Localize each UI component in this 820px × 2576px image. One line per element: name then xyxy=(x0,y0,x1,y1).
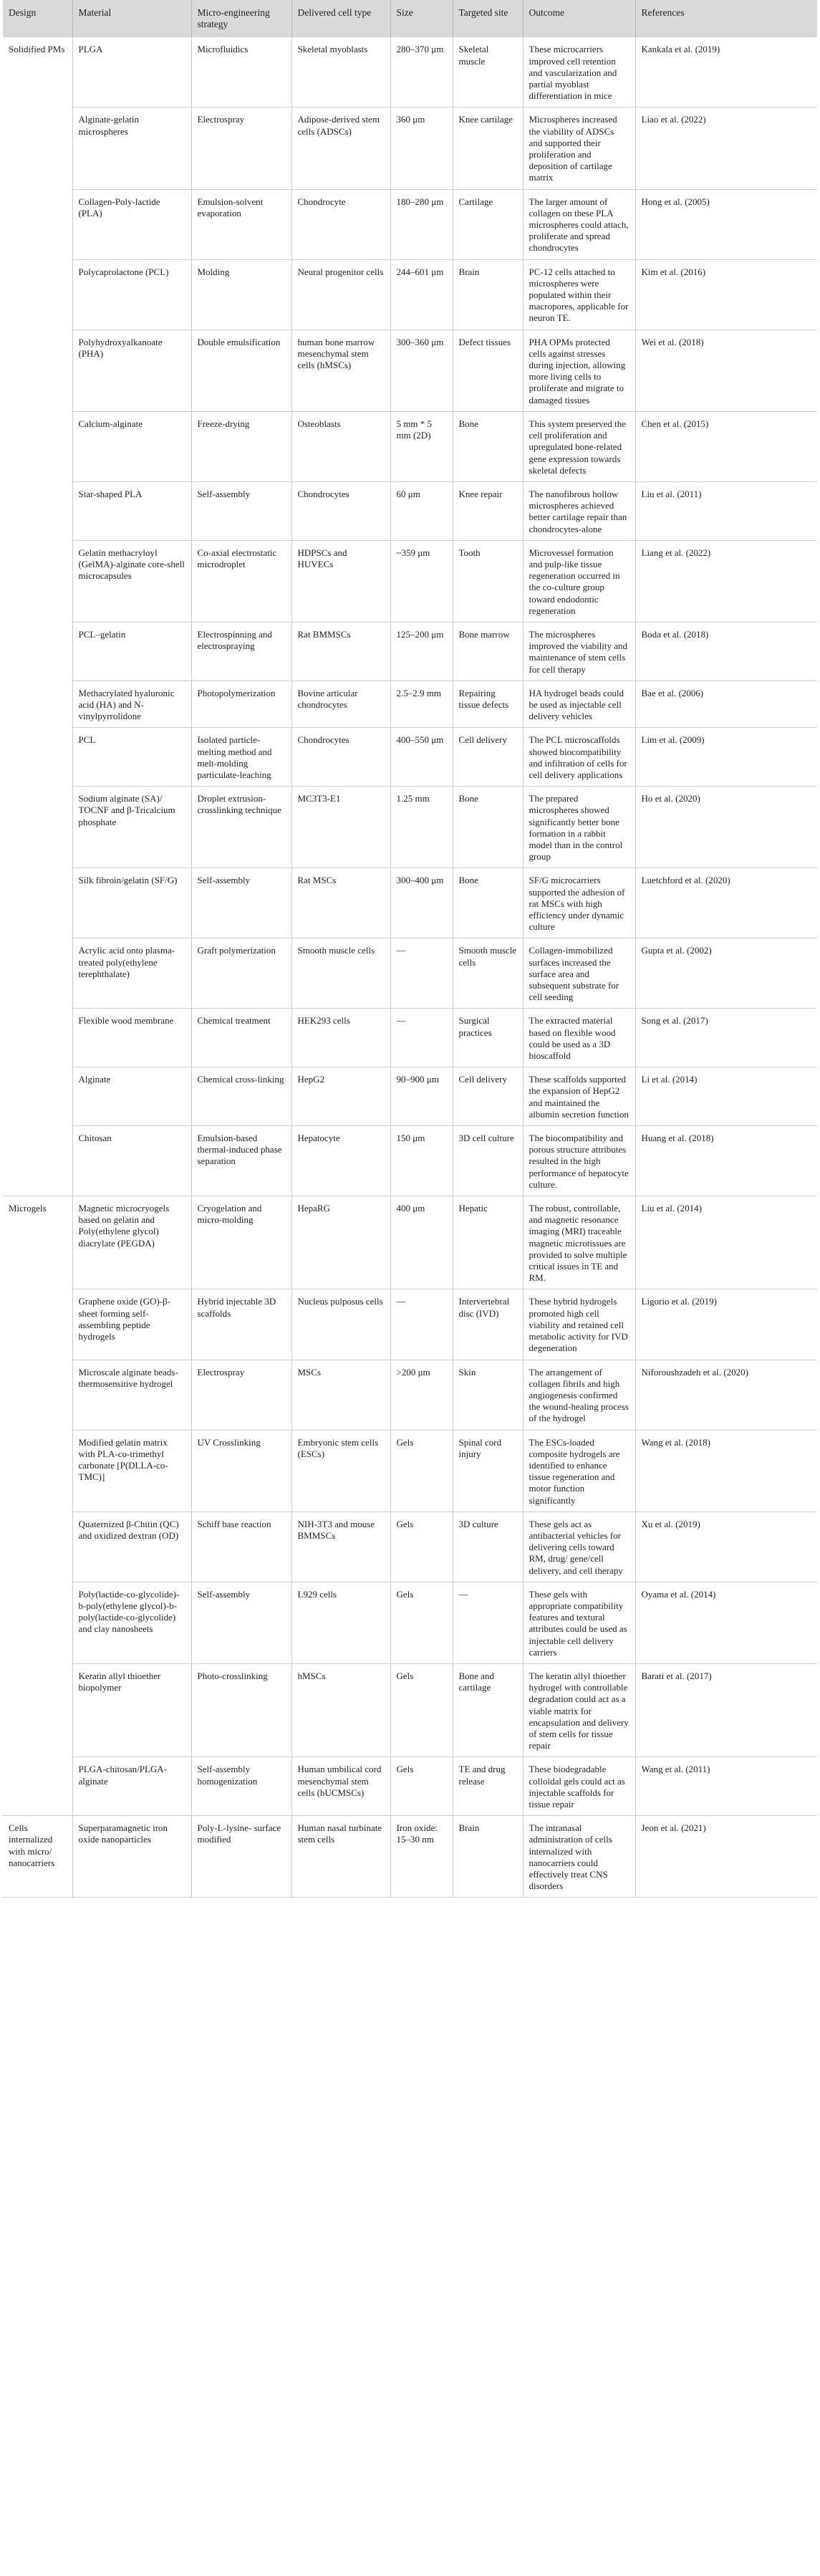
site-cell: Bone and cartilage xyxy=(453,1663,523,1756)
header-design: Design xyxy=(3,0,72,37)
material-cell: Flexible wood membrane xyxy=(72,1009,191,1067)
strategy-cell: Graft polymerization xyxy=(191,938,291,1009)
site-cell: Tooth xyxy=(453,540,523,622)
material-cell: Calcium-alginate xyxy=(72,411,191,481)
reference-cell: Hong et al. (2005) xyxy=(635,189,817,259)
material-cell: Methacrylated hyaluronic acid (HA) and N-vinylpyrrolidone xyxy=(72,681,191,728)
table-row xyxy=(3,1067,817,1126)
reference-cell: Liu et al. (2014) xyxy=(635,1196,817,1289)
site-cell: Cartilage xyxy=(453,189,523,259)
reference-cell: Bae et al. (2006) xyxy=(635,681,817,728)
size-cell: — xyxy=(390,938,453,1009)
material-cell: Microscale alginate beads-thermosensitive hydrogel xyxy=(72,1360,191,1430)
strategy-cell: Isolated particle-melting method and melt-molding particulate-leaching xyxy=(191,728,291,787)
size-cell: 300–400 μm xyxy=(390,868,453,938)
material-cell: Keratin allyl thioether biopolymer xyxy=(72,1663,191,1756)
cell-type-cell: Nucleus pulposus cells xyxy=(291,1289,390,1360)
reference-cell: Kim et al. (2016) xyxy=(635,259,817,330)
strategy-cell: Electrospinning and electrospraying xyxy=(191,622,291,681)
strategy-cell: Self-assembly xyxy=(191,481,291,540)
site-cell: Bone xyxy=(453,868,523,938)
material-cell: Alginate-gelatin microspheres xyxy=(72,107,191,189)
cell-type-cell: HepaRG xyxy=(291,1196,390,1289)
strategy-cell: Freeze-drying xyxy=(191,411,291,481)
size-cell: 400 μm xyxy=(390,1196,453,1289)
outcome-cell: PC-12 cells attached to microspheres were populated within their macropores, applicable for neuron TE. xyxy=(523,259,635,330)
strategy-cell: Poly-L-lysine- surface modified xyxy=(191,1816,291,1898)
size-cell: Gels xyxy=(390,1430,453,1512)
cell-type-cell: Chondrocyte xyxy=(291,189,390,259)
strategy-cell: Photo-crosslinking xyxy=(191,1663,291,1756)
table-row xyxy=(3,1816,817,1898)
outcome-cell: The biocompatibility and porous structure attributes resulted in the high performance of hepatocyte culture. xyxy=(523,1126,635,1196)
material-cell: Silk fibroin/gelatin (SF/G) xyxy=(72,868,191,938)
site-cell: Cell delivery xyxy=(453,728,523,787)
reference-cell: Liang et al. (2022) xyxy=(635,540,817,622)
outcome-cell: The microspheres improved the viability and maintenance of stem cells for cell therapy xyxy=(523,622,635,681)
cell-type-cell: Human nasal turbinate stem cells xyxy=(291,1816,390,1898)
site-cell: Brain xyxy=(453,259,523,330)
outcome-cell: The keratin allyl thioether hydrogel with controllable degradation could act as a viable matrix for encapsulation and delivery of stem cells for tissue repair xyxy=(523,1663,635,1756)
reference-cell: Liao et al. (2022) xyxy=(635,107,817,189)
size-cell: 1.25 mm xyxy=(390,787,453,868)
cell-type-cell: Adipose-derived stem cells (ADSCs) xyxy=(291,107,390,189)
strategy-cell: Electrospray xyxy=(191,1360,291,1430)
strategy-cell: Co-axial electrostatic microdroplet xyxy=(191,540,291,622)
cell-type-cell: NIH-3T3 and mouse BMMSCs xyxy=(291,1512,390,1582)
strategy-cell: Electrospray xyxy=(191,107,291,189)
table-row xyxy=(3,1430,817,1512)
size-cell: 300–360 μm xyxy=(390,330,453,411)
reference-cell: Chen et al. (2015) xyxy=(635,411,817,481)
size-cell: >200 μm xyxy=(390,1360,453,1430)
reference-cell: Gupta et al. (2002) xyxy=(635,938,817,1009)
table-row xyxy=(3,189,817,259)
cell-type-cell: HEK293 cells xyxy=(291,1009,390,1067)
table-row xyxy=(3,868,817,938)
cell-type-cell: HepG2 xyxy=(291,1067,390,1126)
table-row xyxy=(3,107,817,189)
outcome-cell: SF/G microcarriers supported the adhesion of rat MSCs with high efficiency under dynamic culture xyxy=(523,868,635,938)
site-cell: Bone xyxy=(453,787,523,868)
cell-type-cell: L929 cells xyxy=(291,1582,390,1663)
site-cell: Hepatic xyxy=(453,1196,523,1289)
outcome-cell: The larger amount of collagen on these PLA microspheres could attach, proliferate and spread chondrocytes xyxy=(523,189,635,259)
table-row xyxy=(3,728,817,787)
strategy-cell: Photopolymerization xyxy=(191,681,291,728)
site-cell: Defect tissues xyxy=(453,330,523,411)
design-group-cell: Solidified PMs xyxy=(3,37,72,1196)
cell-type-cell: MSCs xyxy=(291,1360,390,1430)
cell-type-cell: Neural progenitor cells xyxy=(291,259,390,330)
table-row xyxy=(3,1663,817,1756)
strategy-cell: Hybrid injectable 3D scaffolds xyxy=(191,1289,291,1360)
cell-type-cell: Skeletal myoblasts xyxy=(291,37,390,107)
material-cell: Polycaprolactone (PCL) xyxy=(72,259,191,330)
reference-cell: Ligorio et al. (2019) xyxy=(635,1289,817,1360)
table-row xyxy=(3,1009,817,1067)
size-cell: 150 μm xyxy=(390,1126,453,1196)
reference-cell: Ho et al. (2020) xyxy=(635,787,817,868)
header-cell-type: Delivered cell type xyxy=(291,0,390,37)
outcome-cell: The arrangement of collagen fibrils and high angiogenesis confirmed the wound-healing process of the hydrogel xyxy=(523,1360,635,1430)
cell-type-cell: Embryonic stem cells (ESCs) xyxy=(291,1430,390,1512)
table-row xyxy=(3,259,817,330)
outcome-cell: These gels with appropriate compatibility features and textural attributes could be used as injectable cell delivery carriers xyxy=(523,1582,635,1663)
table-row xyxy=(3,330,817,411)
table-row xyxy=(3,481,817,540)
reference-cell: Barati et al. (2017) xyxy=(635,1663,817,1756)
outcome-cell: These microcarriers improved cell retention and vascularization and partial myoblast differentiation in mice xyxy=(523,37,635,107)
strategy-cell: Double emulsification xyxy=(191,330,291,411)
material-cell: Quaternized β-Chitin (QC) and oxidized dextran (OD) xyxy=(72,1512,191,1582)
material-cell: Magnetic microcryogels based on gelatin and Poly(ethylene glycol) diacrylate (PEGDA) xyxy=(72,1196,191,1289)
site-cell: Repairing tissue defects xyxy=(453,681,523,728)
site-cell: 3D culture xyxy=(453,1512,523,1582)
size-cell: 125–200 μm xyxy=(390,622,453,681)
strategy-cell: UV Crosslinking xyxy=(191,1430,291,1512)
table-row xyxy=(3,787,817,868)
size-cell: 60 μm xyxy=(390,481,453,540)
outcome-cell: HA hydrogel beads could be used as injectable cell delivery vehicles xyxy=(523,681,635,728)
size-cell: — xyxy=(390,1009,453,1067)
table-row xyxy=(3,938,817,1009)
cell-type-cell: Rat MSCs xyxy=(291,868,390,938)
reference-cell: Boda et al. (2018) xyxy=(635,622,817,681)
size-cell: 360 μm xyxy=(390,107,453,189)
strategy-cell: Self-assembly xyxy=(191,868,291,938)
reference-cell: Xu et al. (2019) xyxy=(635,1512,817,1582)
material-cell: Poly(lactide-co-glycolide)-b-poly(ethylene glycol)-b-poly(lactide-co-glycolide) and clay nanosheets xyxy=(72,1582,191,1663)
outcome-cell: The PCL microscaffolds showed biocompatibility and infiltration of cells for cell delivery applications xyxy=(523,728,635,787)
header-row xyxy=(3,0,817,37)
outcome-cell: The intranasal administration of cells internalized with nanocarriers could effectively treat CNS disorders xyxy=(523,1816,635,1898)
reference-cell: Wei et al. (2018) xyxy=(635,330,817,411)
outcome-cell: These hybrid hydrogels promoted high cell viability and retained cell metabolic activity for IVD degeneration xyxy=(523,1289,635,1360)
size-cell: 280–370 μm xyxy=(390,37,453,107)
strategy-cell: Chemical cross-linking xyxy=(191,1067,291,1126)
design-group-cell: Microgels xyxy=(3,1196,72,1816)
material-cell: Graphene oxide (GO)-β-sheet forming self-assembling peptide hydrogels xyxy=(72,1289,191,1360)
size-cell: ~359 μm xyxy=(390,540,453,622)
outcome-cell: The extracted material based on flexible wood could be used as a 3D bioscaffold xyxy=(523,1009,635,1067)
site-cell: TE and drug release xyxy=(453,1757,523,1816)
reference-cell: Song et al. (2017) xyxy=(635,1009,817,1067)
header-outcome: Outcome xyxy=(523,0,635,37)
site-cell: — xyxy=(453,1582,523,1663)
site-cell: Spinal cord injury xyxy=(453,1430,523,1512)
header-strategy: Micro-engineering strategy xyxy=(191,0,291,37)
table-row xyxy=(3,37,817,107)
reference-cell: Wang et al. (2018) xyxy=(635,1430,817,1512)
outcome-cell: The robust, controllable, and magnetic resonance imaging (MRI) traceable magnetic microtissues are provided to solve multiple critical issues in TE and RM. xyxy=(523,1196,635,1289)
cell-type-cell: Human umbilical cord mesenchymal stem cells (hUCMSCs) xyxy=(291,1757,390,1816)
outcome-cell: These biodegradable colloidal gels could act as injectable scaffolds for tissue repair xyxy=(523,1757,635,1816)
table-body xyxy=(3,37,817,1898)
strategy-cell: Schiff base reaction xyxy=(191,1512,291,1582)
material-cell: Superparamagnetic iron oxide nanoparticles xyxy=(72,1816,191,1898)
outcome-cell: The ESCs-loaded composite hydrogels are identified to enhance tissue regeneration and motor function significantly xyxy=(523,1430,635,1512)
size-cell: 2.5–2.9 mm xyxy=(390,681,453,728)
site-cell: Skin xyxy=(453,1360,523,1430)
site-cell: Surgical practices xyxy=(453,1009,523,1067)
cell-type-cell: MC3T3-E1 xyxy=(291,787,390,868)
site-cell: Intervertebral disc (IVD) xyxy=(453,1289,523,1360)
site-cell: Knee repair xyxy=(453,481,523,540)
table-row xyxy=(3,1196,817,1289)
outcome-cell: This system preserved the cell proliferation and upregulated bone-related gene expression towards skeletal defects xyxy=(523,411,635,481)
cell-type-cell: human bone marrow mesenchymal stem cells (hMSCs) xyxy=(291,330,390,411)
strategy-cell: Self-assembly homogenization xyxy=(191,1757,291,1816)
table-row xyxy=(3,622,817,681)
reference-cell: Jeon et al. (2021) xyxy=(635,1816,817,1898)
strategy-cell: Cryogelation and micro-molding xyxy=(191,1196,291,1289)
cell-type-cell: HDPSCs and HUVECs xyxy=(291,540,390,622)
cell-type-cell: hMSCs xyxy=(291,1663,390,1756)
outcome-cell: Microvessel formation and pulp-like tissue regeneration occurred in the co-culture group toward endodontic regeneration xyxy=(523,540,635,622)
size-cell: Gels xyxy=(390,1582,453,1663)
size-cell: Gels xyxy=(390,1512,453,1582)
strategy-cell: Droplet extrusion-crosslinking technique xyxy=(191,787,291,868)
material-cell: Alginate xyxy=(72,1067,191,1126)
material-cell: Gelatin methacryloyl (GelMA)-alginate core-shell microcapsules xyxy=(72,540,191,622)
size-cell: Gels xyxy=(390,1663,453,1756)
header-size: Size xyxy=(390,0,453,37)
table-row xyxy=(3,1757,817,1816)
site-cell: Brain xyxy=(453,1816,523,1898)
table-row xyxy=(3,411,817,481)
cell-type-cell: Hepatocyte xyxy=(291,1126,390,1196)
outcome-cell: Collagen-immobilized surfaces increased the surface area and subsequent substrate for cell seeding xyxy=(523,938,635,1009)
cell-type-cell: Chondrocytes xyxy=(291,728,390,787)
reference-cell: Niforoushzadeh et al. (2020) xyxy=(635,1360,817,1430)
reference-cell: Kankala et al. (2019) xyxy=(635,37,817,107)
site-cell: Cell delivery xyxy=(453,1067,523,1126)
cell-type-cell: Rat BMMSCs xyxy=(291,622,390,681)
outcome-cell: These scaffolds supported the expansion of HepG2 and maintained the albumin secretion function xyxy=(523,1067,635,1126)
reference-cell: Huang et al. (2018) xyxy=(635,1126,817,1196)
site-cell: Bone xyxy=(453,411,523,481)
reference-cell: Oyama et al. (2014) xyxy=(635,1582,817,1663)
material-cell: PLGA-chitosan/PLGA-alginate xyxy=(72,1757,191,1816)
cell-type-cell: Chondrocytes xyxy=(291,481,390,540)
cell-type-cell: Bovine articular chondrocytes xyxy=(291,681,390,728)
material-cell: Acrylic acid onto plasma-treated poly(ethylene terephthalate) xyxy=(72,938,191,1009)
cell-type-cell: Osteoblasts xyxy=(291,411,390,481)
material-cell: Modified gelatin matrix with PLA-co-trimethyl carbonate [P(DLLA-co-TMC)] xyxy=(72,1430,191,1512)
size-cell: Gels xyxy=(390,1757,453,1816)
size-cell: 5 mm * 5 mm (2D) xyxy=(390,411,453,481)
strategy-cell: Emulsion-solvent evaporation xyxy=(191,189,291,259)
size-cell: — xyxy=(390,1289,453,1360)
material-cell: PCL xyxy=(72,728,191,787)
design-group-cell: Cells internalized with micro/ nanocarriers xyxy=(3,1816,72,1898)
outcome-cell: The prepared microspheres showed significantly better bone formation in a rabbit model than in the control group xyxy=(523,787,635,868)
size-cell: Iron oxide: 15–30 nm xyxy=(390,1816,453,1898)
cell-type-cell: Smooth muscle cells xyxy=(291,938,390,1009)
material-cell: Star-shaped PLA xyxy=(72,481,191,540)
material-cell: PLGA xyxy=(72,37,191,107)
strategy-cell: Chemical treatment xyxy=(191,1009,291,1067)
site-cell: Bone marrow xyxy=(453,622,523,681)
header-site: Targeted site xyxy=(453,0,523,37)
strategy-cell: Molding xyxy=(191,259,291,330)
material-cell: PCL–gelatin xyxy=(72,622,191,681)
outcome-cell: The nanofibrous hollow microspheres achieved better cartilage repair than chondrocytes-alone xyxy=(523,481,635,540)
material-cell: Chitosan xyxy=(72,1126,191,1196)
material-cell: Sodium alginate (SA)/ TOCNF and β-Tricalcium phosphate xyxy=(72,787,191,868)
site-cell: Knee cartilage xyxy=(453,107,523,189)
size-cell: 244–601 μm xyxy=(390,259,453,330)
strategy-cell: Self-assembly xyxy=(191,1582,291,1663)
cell-delivery-table xyxy=(3,0,817,1898)
outcome-cell: PHA OPMs protected cells against stresses during injection, allowing more living cells to proliferate and migrate to damaged tissues xyxy=(523,330,635,411)
material-cell: Collagen-Poly-lactide (PLA) xyxy=(72,189,191,259)
table-row xyxy=(3,1289,817,1360)
reference-cell: Wang et al. (2011) xyxy=(635,1757,817,1816)
site-cell: Skeletal muscle xyxy=(453,37,523,107)
reference-cell: Li et al. (2014) xyxy=(635,1067,817,1126)
reference-cell: Lim et al. (2009) xyxy=(635,728,817,787)
outcome-cell: Microspheres increased the viability of ADSCs and supported their proliferation and deposition of cartilage matrix xyxy=(523,107,635,189)
material-cell: Polyhydroxyalkanoate (PHA) xyxy=(72,330,191,411)
table-row xyxy=(3,681,817,728)
table-row xyxy=(3,1360,817,1430)
header-material: Material xyxy=(72,0,191,37)
outcome-cell: These gels act as antibacterial vehicles for delivering cells toward RM, drug/ gene/cell delivery, and cell therapy xyxy=(523,1512,635,1582)
table-row xyxy=(3,1582,817,1663)
header-references: References xyxy=(635,0,817,37)
site-cell: Smooth muscle cells xyxy=(453,938,523,1009)
size-cell: 180–280 μm xyxy=(390,189,453,259)
size-cell: 400–550 μm xyxy=(390,728,453,787)
strategy-cell: Microfluidics xyxy=(191,37,291,107)
reference-cell: Liu et al. (2011) xyxy=(635,481,817,540)
strategy-cell: Emulsion-based thermal-induced phase separation xyxy=(191,1126,291,1196)
table-row xyxy=(3,540,817,622)
reference-cell: Luetchford et al. (2020) xyxy=(635,868,817,938)
table-row xyxy=(3,1126,817,1196)
table-row xyxy=(3,1512,817,1582)
site-cell: 3D cell culture xyxy=(453,1126,523,1196)
size-cell: 90–900 μm xyxy=(390,1067,453,1126)
